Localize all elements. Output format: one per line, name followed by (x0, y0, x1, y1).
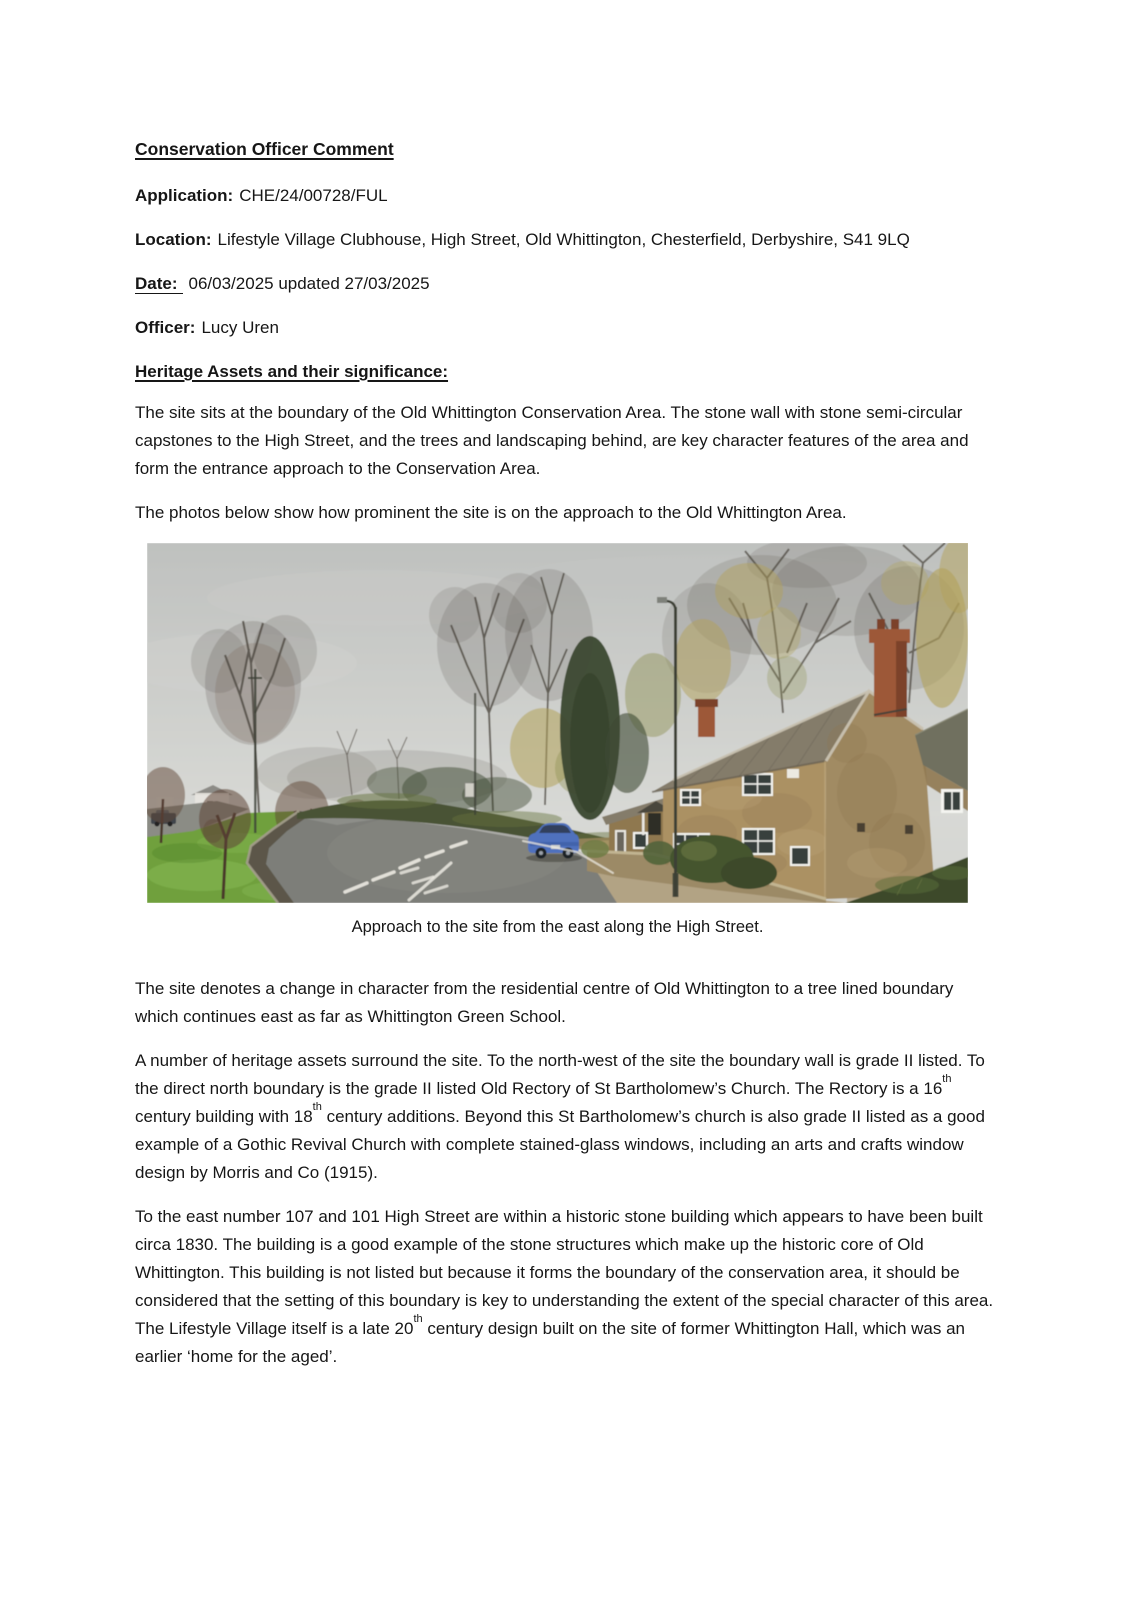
small-chimney (695, 699, 718, 737)
alarm-box (787, 769, 799, 778)
street-view-photo (147, 543, 968, 903)
document-title: Conservation Officer Comment (135, 139, 394, 159)
paragraph-heritage-assets-text-1: A number of heritage assets surround the site. To the north-west of the site the boundary wall is grade II listed. To the direct north boundary is the grade II listed Old Rectory of St Bartholomew’s Church. The Rectory is a 16 (135, 1051, 985, 1098)
field-officer (135, 315, 998, 341)
field-application (135, 183, 998, 209)
field-application-value: CHE/24/00728/FUL (239, 186, 388, 205)
field-location (135, 227, 998, 253)
field-application-label: Application: (135, 186, 234, 205)
section-heading-heritage: Heritage Assets and their significance: (135, 362, 449, 381)
ordinal-superscript: th (312, 1101, 322, 1114)
field-date (135, 271, 998, 297)
ordinal-superscript: th (413, 1313, 423, 1326)
photo-caption: Approach to the site from the east along the High Street. (351, 918, 764, 936)
field-date-label: Date: (135, 274, 183, 294)
field-location-value: Lifestyle Village Clubhouse, High Street, Old Whittington, Chesterfield, Derbyshire, S41 9LQ (217, 230, 910, 249)
paragraph-photos-intro: The photos below show how prominent the site is on the approach to the Old Whittington Area. (135, 503, 847, 522)
field-officer-value: Lucy Uren (201, 318, 279, 337)
paragraph-east-buildings-text-1: To the east number 107 and 101 High Street are within a historic stone building which appears to have been built circa 1830. The building is a good example of the stone structures which make up the historic core of Old Whittington. This building is not listed but because it forms the boundary of the conservation area, it should be considered that the setting of this boundary is key to understanding the extent of the special character of this area. The Lifestyle Village itself is a late 20 (135, 1207, 994, 1338)
large-chimney (869, 619, 910, 717)
paragraph-heritage-assets-text-2: century building with 18 (135, 1107, 313, 1126)
paragraph-site-boundary: The site sits at the boundary of the Old Whittington Conservation Area. The stone wall with stone semi-circular capstones to the High Street, and the trees and landscaping behind, are key character features of the area and form the entrance approach to the Conservation Area. (135, 403, 969, 478)
paragraph-character-change: The site denotes a change in character from the residential centre of Old Whittington to a tree lined boundary which continues east as far as Whittington Green School. (135, 979, 954, 1026)
paragraph-east-buildings (135, 1203, 998, 1371)
paragraph-heritage-assets-text-3: century additions. Beyond this St Bartholomew’s church is also grade II listed as a good example of a Gothic Revival Church with complete stained-glass windows, including an arts and crafts window design by Morris and Co (1915). (135, 1107, 985, 1182)
field-location-label: Location: (135, 230, 212, 249)
ordinal-superscript: th (942, 1073, 952, 1086)
site-photo (147, 543, 968, 939)
field-date-value: 06/03/2025 updated 27/03/2025 (188, 274, 430, 293)
paragraph-east-buildings-text-2: century design built on the site of former Whittington Hall, which was an earlier ‘home for the aged’. (135, 1319, 966, 1366)
paragraph-heritage-assets (135, 1047, 998, 1187)
field-officer-label: Officer: (135, 318, 196, 337)
